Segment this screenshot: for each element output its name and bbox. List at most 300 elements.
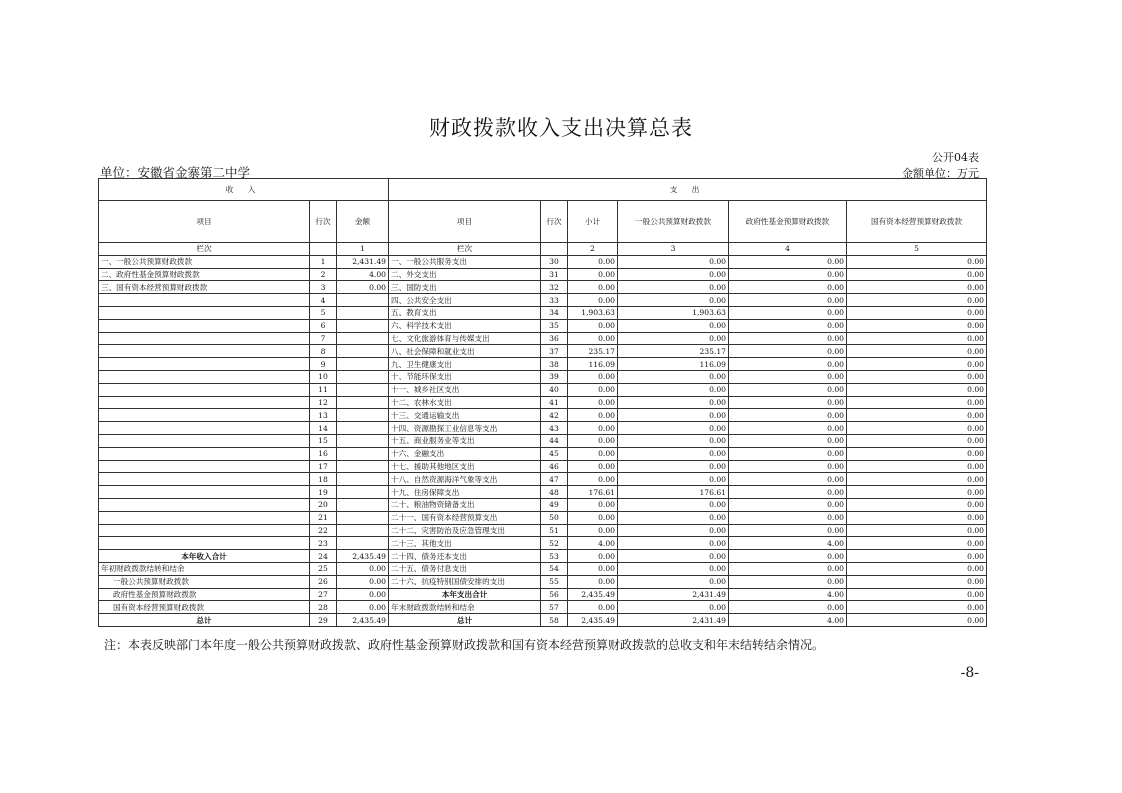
state-capital-budget-cell: 0.00	[847, 383, 987, 396]
income-row-no-cell: 26	[310, 575, 337, 588]
col-header-general-budget: 一般公共预算财政拨款	[618, 201, 729, 243]
state-capital-budget-cell: 0.00	[847, 473, 987, 486]
table-row	[99, 588, 987, 601]
expense-item-cell: 二十三、其他支出	[389, 537, 541, 550]
state-capital-budget-cell: 0.00	[847, 319, 987, 332]
state-capital-budget-cell: 0.00	[847, 434, 987, 447]
table-row	[99, 473, 987, 486]
income-item-cell	[99, 524, 310, 537]
gov-fund-budget-cell: 0.00	[729, 306, 847, 319]
income-item-cell: 二、政府性基金预算财政拨款	[99, 268, 310, 281]
table-row	[99, 294, 987, 307]
table-row	[99, 281, 987, 294]
gov-fund-budget-cell: 0.00	[729, 370, 847, 383]
income-row-no-cell: 27	[310, 588, 337, 601]
income-amount-cell	[337, 358, 389, 371]
expense-row-no-cell: 33	[541, 294, 568, 307]
income-item-cell	[99, 511, 310, 524]
expense-item-cell: 十八、自然资源海洋气象等支出	[389, 473, 541, 486]
table-row	[99, 460, 987, 473]
expense-row-no-cell: 48	[541, 486, 568, 499]
column-index-cell: 4	[729, 243, 847, 256]
income-item-cell	[99, 319, 310, 332]
subtotal-cell: 0.00	[568, 294, 618, 307]
col-header-state-capital-budget: 国有资本经营预算财政拨款	[847, 201, 987, 243]
expense-row-no-cell: 46	[541, 460, 568, 473]
income-amount-cell	[337, 460, 389, 473]
income-row-no-cell: 17	[310, 460, 337, 473]
general-budget-cell: 0.00	[618, 498, 729, 511]
table-row	[99, 511, 987, 524]
expense-item-cell: 十三、交通运输支出	[389, 409, 541, 422]
income-amount-cell	[337, 524, 389, 537]
subtotal-cell: 0.00	[568, 370, 618, 383]
expense-item-cell: 二十四、债务还本支出	[389, 550, 541, 563]
income-amount-cell: 2,435.49	[337, 614, 389, 627]
expense-item-cell: 十七、援助其他地区支出	[389, 460, 541, 473]
expense-item-cell: 一、一般公共服务支出	[389, 255, 541, 268]
state-capital-budget-cell: 0.00	[847, 422, 987, 435]
general-budget-cell: 116.09	[618, 358, 729, 371]
income-item-cell	[99, 537, 310, 550]
subtotal-cell: 0.00	[568, 511, 618, 524]
gov-fund-budget-cell: 0.00	[729, 447, 847, 460]
expense-row-no-cell: 32	[541, 281, 568, 294]
expense-item-cell: 二、外交支出	[389, 268, 541, 281]
amount-unit: 金额单位：万元	[902, 167, 979, 180]
subtotal-cell: 0.00	[568, 409, 618, 422]
income-amount-cell	[337, 345, 389, 358]
budget-table	[98, 178, 987, 627]
table-row	[99, 306, 987, 319]
expense-item-cell: 十二、农林水支出	[389, 396, 541, 409]
gov-fund-budget-cell: 0.00	[729, 511, 847, 524]
general-budget-cell: 176.61	[618, 486, 729, 499]
expense-row-no-cell: 30	[541, 255, 568, 268]
income-row-no-cell: 13	[310, 409, 337, 422]
income-row-no-cell: 5	[310, 306, 337, 319]
income-row-no-cell: 16	[310, 447, 337, 460]
expense-row-no-cell: 35	[541, 319, 568, 332]
general-budget-cell: 0.00	[618, 511, 729, 524]
gov-fund-budget-cell: 4.00	[729, 588, 847, 601]
col-header-item-expense: 项目	[389, 201, 541, 243]
state-capital-budget-cell: 0.00	[847, 332, 987, 345]
income-amount-cell	[337, 422, 389, 435]
reporting-unit: 单位：安徽省金寨第二中学	[100, 165, 251, 180]
state-capital-budget-cell: 0.00	[847, 268, 987, 281]
income-item-cell	[99, 422, 310, 435]
table-row	[99, 614, 987, 627]
income-row-no-cell: 18	[310, 473, 337, 486]
expense-row-no-cell: 43	[541, 422, 568, 435]
state-capital-budget-cell: 0.00	[847, 370, 987, 383]
gov-fund-budget-cell: 0.00	[729, 473, 847, 486]
table-row	[99, 562, 987, 575]
gov-fund-budget-cell: 0.00	[729, 319, 847, 332]
expense-item-cell: 四、公共安全支出	[389, 294, 541, 307]
income-row-no-cell: 23	[310, 537, 337, 550]
income-row-no-cell: 28	[310, 601, 337, 614]
state-capital-budget-cell: 0.00	[847, 614, 987, 627]
income-amount-cell: 0.00	[337, 601, 389, 614]
expense-row-no-cell: 45	[541, 447, 568, 460]
table-row	[99, 575, 987, 588]
income-section-header: 收 入	[99, 179, 389, 201]
state-capital-budget-cell: 0.00	[847, 409, 987, 422]
subtotal-cell: 0.00	[568, 319, 618, 332]
expense-row-no-cell: 55	[541, 575, 568, 588]
income-row-no-cell: 7	[310, 332, 337, 345]
income-amount-cell: 0.00	[337, 281, 389, 294]
expense-row-no-cell: 58	[541, 614, 568, 627]
subtotal-cell: 0.00	[568, 447, 618, 460]
income-amount-cell	[337, 511, 389, 524]
income-item-cell	[99, 460, 310, 473]
gov-fund-budget-cell: 0.00	[729, 434, 847, 447]
table-row	[99, 601, 987, 614]
state-capital-budget-cell: 0.00	[847, 447, 987, 460]
gov-fund-budget-cell: 4.00	[729, 537, 847, 550]
column-index-cell: 栏次	[389, 243, 541, 256]
expense-row-no-cell: 50	[541, 511, 568, 524]
income-item-cell	[99, 473, 310, 486]
expense-item-cell: 二十六、抗疫特别国债安排的支出	[389, 575, 541, 588]
subtotal-cell: 0.00	[568, 255, 618, 268]
expense-row-no-cell: 41	[541, 396, 568, 409]
expense-row-no-cell: 47	[541, 473, 568, 486]
income-amount-cell: 0.00	[337, 562, 389, 575]
income-item-cell	[99, 409, 310, 422]
subtotal-cell: 0.00	[568, 498, 618, 511]
expense-item-cell: 三、国防支出	[389, 281, 541, 294]
expense-section-header: 支 出	[389, 179, 987, 201]
expense-item-cell: 二十、粮油物资储备支出	[389, 498, 541, 511]
income-item-cell: 一般公共预算财政拨款	[99, 575, 310, 588]
expense-item-cell: 二十五、债务付息支出	[389, 562, 541, 575]
income-amount-cell	[337, 383, 389, 396]
gov-fund-budget-cell: 0.00	[729, 345, 847, 358]
expense-item-cell: 本年支出合计	[389, 588, 541, 601]
expense-item-cell: 二十一、国有资本经营预算支出	[389, 511, 541, 524]
income-item-cell	[99, 332, 310, 345]
table-row	[99, 332, 987, 345]
subtotal-cell: 0.00	[568, 575, 618, 588]
income-item-cell	[99, 370, 310, 383]
table-row	[99, 345, 987, 358]
gov-fund-budget-cell: 0.00	[729, 268, 847, 281]
col-header-gov-fund-budget: 政府性基金预算财政拨款	[729, 201, 847, 243]
income-row-no-cell: 12	[310, 396, 337, 409]
gov-fund-budget-cell: 0.00	[729, 358, 847, 371]
general-budget-cell: 0.00	[618, 281, 729, 294]
table-row	[99, 255, 987, 268]
income-row-no-cell: 21	[310, 511, 337, 524]
subtotal-cell: 176.61	[568, 486, 618, 499]
income-row-no-cell: 20	[310, 498, 337, 511]
col-header-amount: 金额	[337, 201, 389, 243]
col-header-row-no-expense: 行次	[541, 201, 568, 243]
col-header-row-no: 行次	[310, 201, 337, 243]
expense-item-cell: 六、科学技术支出	[389, 319, 541, 332]
table-row	[99, 268, 987, 281]
state-capital-budget-cell: 0.00	[847, 550, 987, 563]
income-amount-cell	[337, 434, 389, 447]
state-capital-budget-cell: 0.00	[847, 358, 987, 371]
gov-fund-budget-cell: 0.00	[729, 383, 847, 396]
subtotal-cell: 4.00	[568, 537, 618, 550]
subtotal-cell: 0.00	[568, 332, 618, 345]
income-item-cell	[99, 294, 310, 307]
income-item-cell	[99, 358, 310, 371]
general-budget-cell: 0.00	[618, 524, 729, 537]
gov-fund-budget-cell: 0.00	[729, 562, 847, 575]
income-amount-cell	[337, 294, 389, 307]
column-index-cell	[310, 243, 337, 256]
income-item-cell	[99, 486, 310, 499]
form-number: 公开04表	[932, 151, 979, 164]
income-amount-cell	[337, 409, 389, 422]
general-budget-cell: 0.00	[618, 332, 729, 345]
expense-row-no-cell: 57	[541, 601, 568, 614]
income-amount-cell: 4.00	[337, 268, 389, 281]
general-budget-cell: 0.00	[618, 409, 729, 422]
general-budget-cell: 0.00	[618, 537, 729, 550]
general-budget-cell: 0.00	[618, 601, 729, 614]
table-row	[99, 434, 987, 447]
state-capital-budget-cell: 0.00	[847, 294, 987, 307]
col-header-subtotal: 小计	[568, 201, 618, 243]
subtotal-cell: 0.00	[568, 383, 618, 396]
income-amount-cell	[337, 473, 389, 486]
expense-row-no-cell: 44	[541, 434, 568, 447]
general-budget-cell: 0.00	[618, 396, 729, 409]
state-capital-budget-cell: 0.00	[847, 511, 987, 524]
expense-item-cell: 八、社会保障和就业支出	[389, 345, 541, 358]
income-item-cell: 本年收入合计	[99, 550, 310, 563]
general-budget-cell: 0.00	[618, 319, 729, 332]
income-row-no-cell: 11	[310, 383, 337, 396]
income-row-no-cell: 15	[310, 434, 337, 447]
table-row	[99, 396, 987, 409]
expense-item-cell: 五、教育支出	[389, 306, 541, 319]
income-amount-cell	[337, 319, 389, 332]
gov-fund-budget-cell: 0.00	[729, 281, 847, 294]
income-row-no-cell: 9	[310, 358, 337, 371]
subtotal-cell: 0.00	[568, 268, 618, 281]
income-row-no-cell: 25	[310, 562, 337, 575]
income-item-cell: 总计	[99, 614, 310, 627]
table-row	[99, 537, 987, 550]
income-row-no-cell: 10	[310, 370, 337, 383]
income-item-cell	[99, 306, 310, 319]
income-amount-cell	[337, 370, 389, 383]
income-amount-cell	[337, 498, 389, 511]
expense-row-no-cell: 49	[541, 498, 568, 511]
expense-row-no-cell: 39	[541, 370, 568, 383]
gov-fund-budget-cell: 0.00	[729, 422, 847, 435]
table-row	[99, 358, 987, 371]
income-amount-cell	[337, 447, 389, 460]
gov-fund-budget-cell: 0.00	[729, 294, 847, 307]
gov-fund-budget-cell: 0.00	[729, 601, 847, 614]
subtotal-cell: 0.00	[568, 473, 618, 486]
income-row-no-cell: 8	[310, 345, 337, 358]
subtotal-cell: 1,903.63	[568, 306, 618, 319]
subtotal-cell: 235.17	[568, 345, 618, 358]
general-budget-cell: 0.00	[618, 562, 729, 575]
income-amount-cell: 2,435.49	[337, 550, 389, 563]
income-row-no-cell: 2	[310, 268, 337, 281]
expense-row-no-cell: 40	[541, 383, 568, 396]
gov-fund-budget-cell: 0.00	[729, 550, 847, 563]
gov-fund-budget-cell: 0.00	[729, 396, 847, 409]
income-item-cell	[99, 345, 310, 358]
subtotal-cell: 0.00	[568, 550, 618, 563]
expense-item-cell: 十一、城乡社区支出	[389, 383, 541, 396]
general-budget-cell: 0.00	[618, 447, 729, 460]
expense-row-no-cell: 54	[541, 562, 568, 575]
subtotal-cell: 0.00	[568, 562, 618, 575]
expense-row-no-cell: 38	[541, 358, 568, 371]
income-row-no-cell: 19	[310, 486, 337, 499]
table-row	[99, 524, 987, 537]
income-item-cell	[99, 396, 310, 409]
column-index-cell: 5	[847, 243, 987, 256]
income-row-no-cell: 4	[310, 294, 337, 307]
subtotal-cell: 0.00	[568, 460, 618, 473]
state-capital-budget-cell: 0.00	[847, 601, 987, 614]
column-index-row	[99, 243, 987, 256]
income-item-cell	[99, 447, 310, 460]
state-capital-budget-cell: 0.00	[847, 537, 987, 550]
table-row	[99, 447, 987, 460]
expense-row-no-cell: 42	[541, 409, 568, 422]
table-row	[99, 498, 987, 511]
state-capital-budget-cell: 0.00	[847, 562, 987, 575]
income-item-cell	[99, 434, 310, 447]
income-item-cell	[99, 383, 310, 396]
gov-fund-budget-cell: 0.00	[729, 498, 847, 511]
income-row-no-cell: 6	[310, 319, 337, 332]
state-capital-budget-cell: 0.00	[847, 575, 987, 588]
general-budget-cell: 0.00	[618, 383, 729, 396]
table-row	[99, 409, 987, 422]
col-header-item: 项目	[99, 201, 310, 243]
page-title: 财政拨款收入支出决算总表	[429, 116, 693, 140]
income-amount-cell: 2,431.49	[337, 255, 389, 268]
expense-row-no-cell: 56	[541, 588, 568, 601]
general-budget-cell: 235.17	[618, 345, 729, 358]
general-budget-cell: 0.00	[618, 294, 729, 307]
gov-fund-budget-cell: 0.00	[729, 409, 847, 422]
income-row-no-cell: 24	[310, 550, 337, 563]
expense-row-no-cell: 31	[541, 268, 568, 281]
expense-item-cell: 十四、资源勘探工业信息等支出	[389, 422, 541, 435]
general-budget-cell: 0.00	[618, 550, 729, 563]
income-item-cell: 三、国有资本经营预算财政拨款	[99, 281, 310, 294]
income-row-no-cell: 3	[310, 281, 337, 294]
subtotal-cell: 0.00	[568, 434, 618, 447]
expense-item-cell: 九、卫生健康支出	[389, 358, 541, 371]
table-row	[99, 486, 987, 499]
income-amount-cell	[337, 332, 389, 345]
subtotal-cell: 0.00	[568, 524, 618, 537]
state-capital-budget-cell: 0.00	[847, 588, 987, 601]
gov-fund-budget-cell: 0.00	[729, 332, 847, 345]
expense-item-cell: 十五、商业服务业等支出	[389, 434, 541, 447]
expense-item-cell: 二十二、灾害防治及应急管理支出	[389, 524, 541, 537]
subtotal-cell: 0.00	[568, 422, 618, 435]
state-capital-budget-cell: 0.00	[847, 306, 987, 319]
table-row	[99, 550, 987, 563]
state-capital-budget-cell: 0.00	[847, 498, 987, 511]
table-row	[99, 370, 987, 383]
income-amount-cell	[337, 537, 389, 550]
expense-row-no-cell: 51	[541, 524, 568, 537]
income-amount-cell	[337, 396, 389, 409]
income-amount-cell: 0.00	[337, 575, 389, 588]
expense-item-cell: 年末财政拨款结转和结余	[389, 601, 541, 614]
column-index-cell: 2	[568, 243, 618, 256]
general-budget-cell: 0.00	[618, 434, 729, 447]
general-budget-cell: 0.00	[618, 460, 729, 473]
column-index-cell: 1	[337, 243, 389, 256]
expense-item-cell: 总计	[389, 614, 541, 627]
general-budget-cell: 0.00	[618, 255, 729, 268]
general-budget-cell: 0.00	[618, 575, 729, 588]
subtotal-cell: 0.00	[568, 281, 618, 294]
state-capital-budget-cell: 0.00	[847, 460, 987, 473]
state-capital-budget-cell: 0.00	[847, 486, 987, 499]
column-index-cell: 栏次	[99, 243, 310, 256]
table-row	[99, 422, 987, 435]
general-budget-cell: 0.00	[618, 370, 729, 383]
income-item-cell: 国有资本经营预算财政拨款	[99, 601, 310, 614]
subtotal-cell: 2,435.49	[568, 588, 618, 601]
column-index-cell: 3	[618, 243, 729, 256]
expense-item-cell: 十、节能环保支出	[389, 370, 541, 383]
general-budget-cell: 2,431.49	[618, 614, 729, 627]
expense-row-no-cell: 37	[541, 345, 568, 358]
expense-item-cell: 十六、金融支出	[389, 447, 541, 460]
subtotal-cell: 116.09	[568, 358, 618, 371]
state-capital-budget-cell: 0.00	[847, 524, 987, 537]
expense-item-cell: 十九、住房保障支出	[389, 486, 541, 499]
gov-fund-budget-cell: 4.00	[729, 614, 847, 627]
general-budget-cell: 0.00	[618, 422, 729, 435]
expense-row-no-cell: 52	[541, 537, 568, 550]
table-row	[99, 383, 987, 396]
subtotal-cell: 0.00	[568, 396, 618, 409]
expense-row-no-cell: 36	[541, 332, 568, 345]
income-amount-cell	[337, 306, 389, 319]
income-item-cell: 年初财政拨款结转和结余	[99, 562, 310, 575]
general-budget-cell: 0.00	[618, 473, 729, 486]
income-row-no-cell: 1	[310, 255, 337, 268]
income-row-no-cell: 29	[310, 614, 337, 627]
income-row-no-cell: 22	[310, 524, 337, 537]
income-amount-cell	[337, 486, 389, 499]
income-item-cell	[99, 498, 310, 511]
page-number: -8-	[960, 665, 979, 681]
gov-fund-budget-cell: 0.00	[729, 255, 847, 268]
expense-row-no-cell: 53	[541, 550, 568, 563]
income-item-cell: 一、一般公共预算财政拨款	[99, 255, 310, 268]
general-budget-cell: 1,903.63	[618, 306, 729, 319]
gov-fund-budget-cell: 0.00	[729, 460, 847, 473]
general-budget-cell: 0.00	[618, 268, 729, 281]
